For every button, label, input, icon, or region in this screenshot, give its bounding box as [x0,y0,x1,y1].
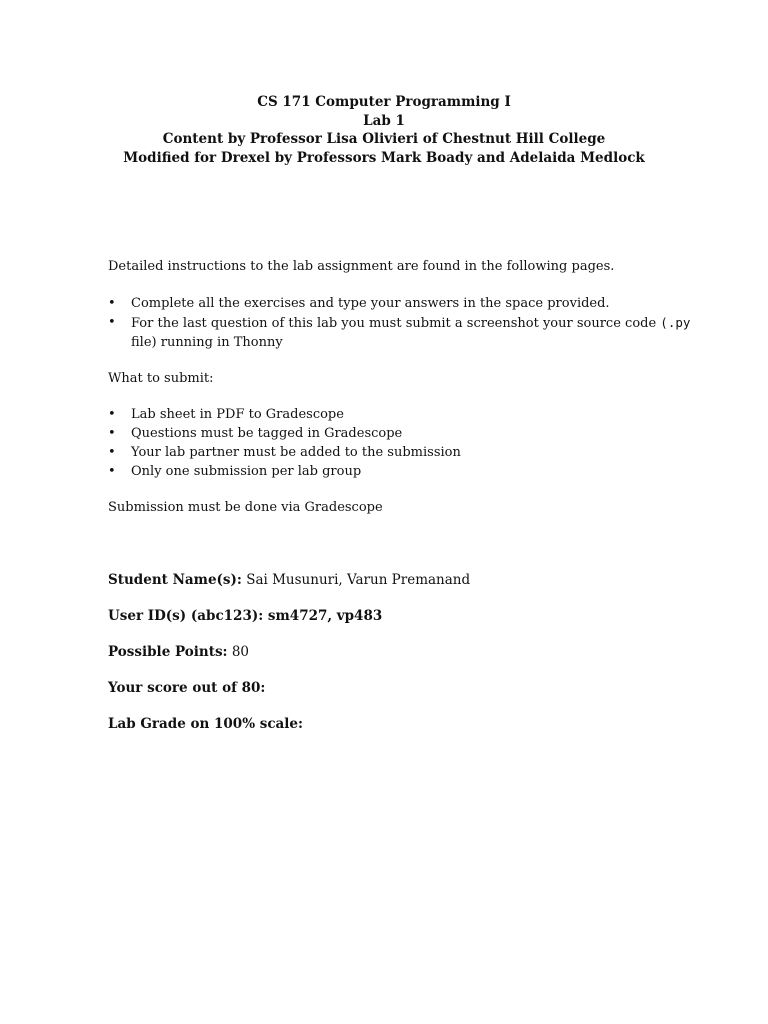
bullet-icon: • [108,296,116,311]
list-item [108,424,708,443]
list-item [108,443,708,462]
instructions-section [108,257,708,517]
list-item-text: For the last question of this lab you must submit a screenshot your source code [131,316,657,331]
modification-credit: Modified for Drexel by Professors Mark Boady and Adelaida Medlock [123,149,645,166]
student-name-label: Student Name(s): [108,572,242,588]
list-item [108,462,708,481]
list-item-text-continued: file) running in Thonny [131,335,283,350]
bullet-icon: • [108,426,116,441]
submit-list [108,405,708,481]
submission-note: Submission must be done via Gradescope [108,500,383,515]
instructions-list [108,294,708,352]
list-item [108,294,708,313]
document-header [0,93,768,167]
user-id-field [108,608,382,624]
possible-points-field [108,644,249,660]
bullet-icon: • [108,315,116,330]
code-extension: (.py [660,315,691,330]
score-label: Your score out of 80: [108,680,266,696]
possible-points-label: Possible Points: [108,644,228,660]
lab-number: Lab 1 [363,112,405,129]
score-field [108,680,265,696]
list-item-text: Only one submission per lab group [131,464,362,479]
list-item [108,313,708,352]
what-to-submit-heading: What to submit: [108,371,214,386]
user-id-label: User ID(s) (abc123): sm4727, vp483 [108,608,383,624]
bullet-icon: • [108,407,116,422]
student-name-value: Sai Musunuri, Varun Premanand [246,572,471,588]
list-item-text: Complete all the exercises and type your answers in the space provided. [131,296,610,311]
possible-points-value: 80 [231,644,250,660]
list-item [108,405,708,424]
list-item-text: Lab sheet in PDF to Gradescope [131,407,344,422]
content-credit: Content by Professor Lisa Olivieri of Chestnut Hill College [162,131,606,147]
intro-text: Detailed instructions to the lab assignment are found in the following pages. [108,259,615,274]
bullet-icon: • [108,464,116,479]
grade-field [108,716,303,732]
list-item-text: Questions must be tagged in Gradescope [131,426,403,441]
bullet-icon: • [108,445,116,460]
course-title: CS 171 Computer Programming I [257,94,511,110]
grade-label: Lab Grade on 100% scale: [108,716,303,732]
list-item-text: Your lab partner must be added to the submission [131,445,461,460]
student-name-field [108,572,470,588]
